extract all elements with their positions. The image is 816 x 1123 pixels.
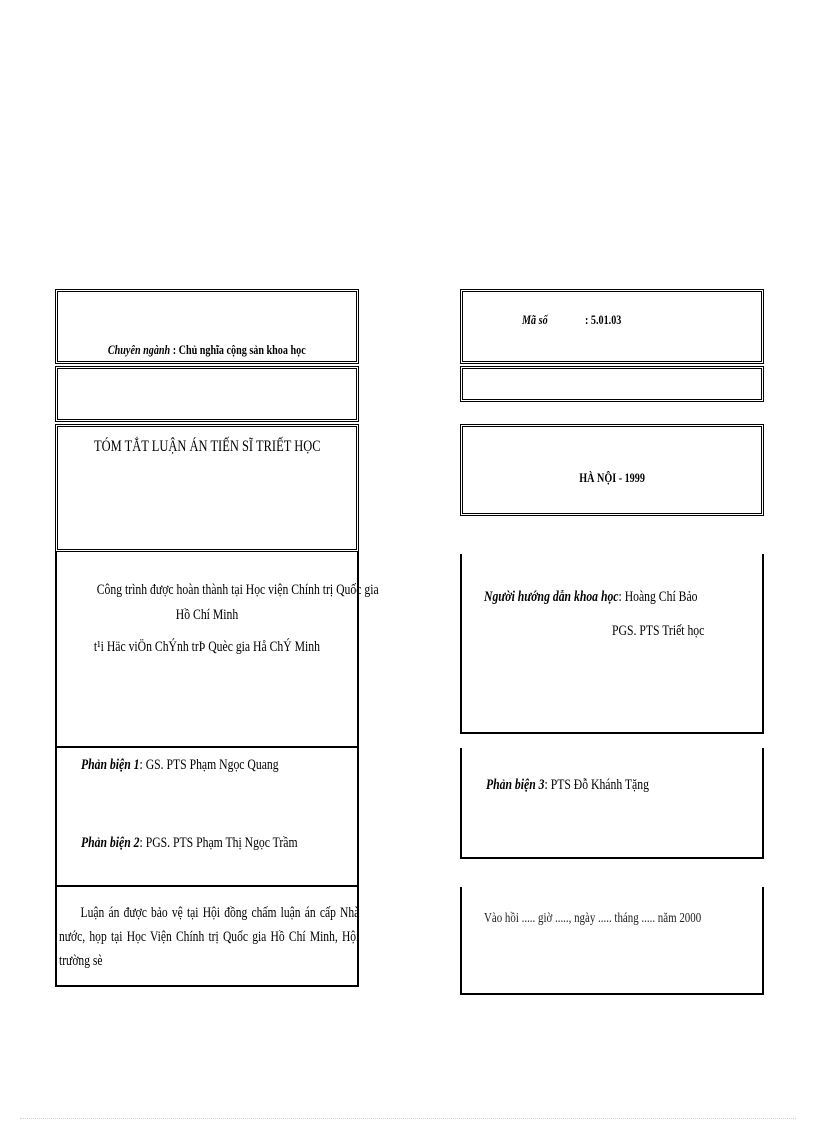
code-value: : 5.01.03 [585, 312, 622, 327]
advisor-label: Người hướng dẫn khoa học [484, 589, 619, 605]
place-year: HÀ NỘI - 1999 [579, 470, 645, 485]
time-box [460, 887, 764, 995]
empty-box-left [55, 366, 359, 422]
specialty-label: Chuyên ngành [108, 342, 171, 357]
code-box [460, 289, 764, 364]
bottom-dotted-line [20, 1118, 796, 1119]
advisor-value: : Hoàng Chí Bảo [618, 589, 698, 605]
time-text: Vào hồi ..... giờ ....., ngày ..... tháng ..... năm 2000 [484, 911, 702, 926]
institution-line-1: Công trình được hoàn thành tại Học viện Chính trị Quốc gia [96, 582, 379, 598]
reviewer-3-value: : PTS Đỗ Khánh Tặng [544, 777, 649, 793]
reviewer-3-box [460, 748, 764, 859]
reviewer-2-label: Phản biện 2 [81, 835, 140, 851]
institution-line-2: Hồ Chí Minh [175, 607, 239, 623]
specialty-box [55, 289, 359, 364]
code-label: Mã số [522, 312, 548, 327]
reviewers-box [55, 746, 359, 887]
specialty-value: : Chủ nghĩa cộng sản khoa học [172, 342, 306, 357]
thesis-title: TÓM TẮT LUẬN ÁN TIẾN SĨ TRIẾT HỌC [93, 438, 321, 455]
empty-box-right [460, 366, 764, 402]
place-year-box [460, 424, 764, 516]
institution-box [55, 551, 379, 749]
advisor-box [460, 554, 764, 734]
reviewer-2-value: : PGS. PTS Phạm Thị Ngọc Trầm [139, 835, 298, 851]
defense-text: Luận án được bảo vệ tại Hội đồng chấm luận án cấp Nhà nước, họp tại Học Viện Chính trị Quốc gia Hồ Chí Minh, Hội trường sè [59, 905, 360, 969]
reviewer-3-label: Phản biện 3 [486, 777, 545, 793]
advisor-title: PGS. PTS Triết học [612, 623, 705, 639]
reviewer-1-label: Phản biện 1 [81, 757, 140, 773]
institution-line-3: t¹i Häc viÖn ChÝnh trÞ Quèc gia Hå ChÝ Minh [93, 639, 321, 655]
reviewer-1-value: : GS. PTS Phạm Ngọc Quang [139, 757, 279, 773]
title-box [55, 424, 359, 552]
defense-box [55, 885, 359, 987]
